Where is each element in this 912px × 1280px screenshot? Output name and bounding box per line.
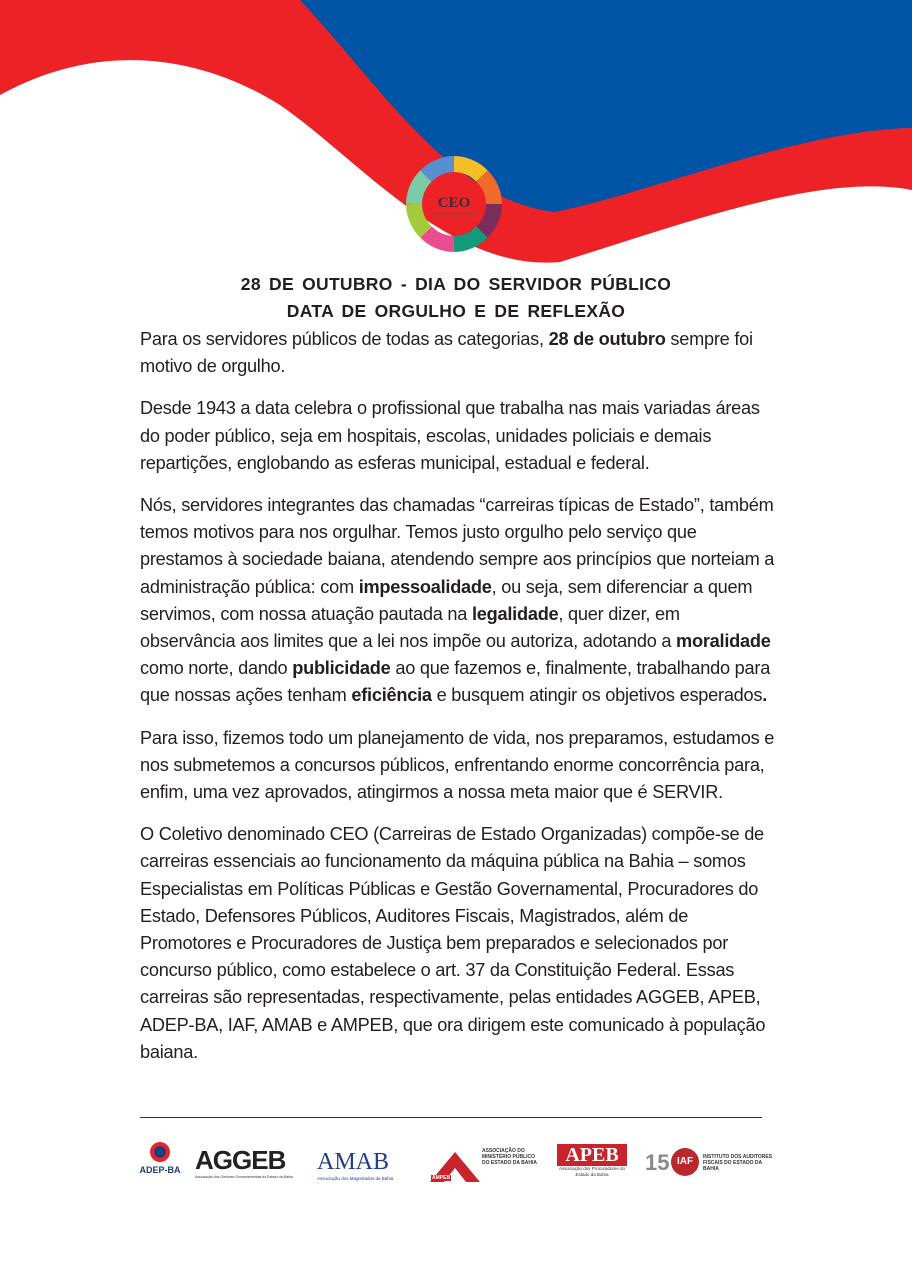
title-line-1: 28 DE OUTUBRO - DIA DO SERVIDOR PÚBLICO bbox=[240, 274, 672, 294]
paragraph bbox=[140, 326, 776, 380]
iaf-logo bbox=[645, 1140, 785, 1188]
text: sempre foi motivo de orgulho. bbox=[140, 329, 753, 377]
iaf-label: IAF bbox=[671, 1148, 699, 1176]
ampeb-subtitle: ASSOCIAÇÃO DO MINISTÉRIO PÚBLICO DO ESTADO DA BAHIA bbox=[482, 1148, 537, 1166]
adep-ba-logo bbox=[135, 1140, 185, 1188]
paragraph bbox=[140, 821, 776, 1066]
svg-text:CEO: CEO bbox=[437, 195, 471, 211]
text: ao que fazemos e, finalmente, trabalhando para que nossas ações tenham bbox=[140, 658, 771, 706]
text: Para isso, fizemos todo um planejamento de vida, nos preparamos, estudamos e nos submetemos a concursos públicos, enfrentando enorme concorrência para, enfim, uma vez aprovados, atingirmos a nossa meta maior que é SERVIR. bbox=[140, 727, 775, 803]
adep-label: ADEP-BA bbox=[139, 1165, 181, 1175]
amab-subtitle: Associação dos Magistrados da Bahia bbox=[317, 1176, 394, 1181]
aggeb-logo bbox=[195, 1140, 300, 1188]
apeb-label: APEB bbox=[557, 1144, 627, 1166]
ampeb-logo bbox=[430, 1140, 550, 1188]
paragraph bbox=[140, 492, 776, 710]
bold-text: publicidade bbox=[292, 658, 391, 679]
bold-text: eficiência bbox=[351, 685, 432, 706]
text: Para os servidores públicos de todas as categorias, bbox=[140, 329, 549, 349]
aggeb-subtitle: Associação dos Gestores Governamentais do Estado da Bahia bbox=[195, 1175, 293, 1179]
bold-text: moralidade bbox=[676, 631, 771, 652]
bold-text: 28 de outubro bbox=[548, 329, 666, 349]
bold-text: legalidade bbox=[471, 603, 559, 624]
apeb-subtitle: Associação dos Procuradores do Estado da Bahia bbox=[558, 1166, 626, 1177]
bold-text: impessoalidade bbox=[358, 576, 492, 597]
aggeb-label: AGGEB bbox=[195, 1145, 286, 1175]
footer-logos bbox=[135, 1140, 785, 1190]
text: Desde 1943 a data celebra o profissional que trabalha nas mais variadas áreas do poder público, seja em hospitais, escolas, unidades policiais e demais repartições, englobando as esferas municipal, estadual e federal. bbox=[140, 398, 760, 473]
ampeb-label: AMPEB bbox=[432, 1175, 451, 1181]
bold-text: . bbox=[762, 685, 768, 706]
body-text bbox=[140, 326, 776, 1081]
text: , quer dizer, em observância aos limites que a lei nos impõe ou autoriza, adotando a bbox=[140, 603, 680, 652]
svg-text:Carreiras de Estado Organizada: Carreiras de Estado Organizadas bbox=[431, 212, 477, 216]
ceo-logo bbox=[405, 155, 503, 253]
paragraph bbox=[140, 725, 776, 807]
text: Nós, servidores integrantes das chamadas “carreiras típicas de Estado”, também temos motivos para nos orgulhar. Temos justo orgulho pelo serviço que prestamos à sociedade baiana, atendendo sempre aos princípios que norteiam a administração pública: com bbox=[140, 495, 775, 597]
paragraph bbox=[140, 395, 776, 477]
text: , ou seja, sem diferenciar a quem servimos, com nossa atuação pautada na bbox=[140, 576, 753, 624]
divider bbox=[140, 1117, 762, 1118]
text: O Coletivo denominado CEO (Carreiras de Estado Organizadas) compõe-se de carreiras essenciais ao funcionamento da máquina pública na Bahia – somos Especialistas em Políticas Públicas e Gestão Governamental, Procuradores do Estado, Defensores Públicos, Auditores Fiscais, Magistrados, além de Promotores e Procuradores de Justiça bem preparados e selecionados por concurso público, como estabelece o art. 37 da Constituição Federal. Essas carreiras são representadas, respectivamente, pelas entidades AGGEB, APEB, ADEP-BA, IAF, AMAB e AMPEB, que ora dirigem este comunicado à população baiana. bbox=[140, 824, 766, 1062]
adep-emblem-icon bbox=[150, 1142, 170, 1162]
title-line-2: DATA DE ORGULHO E DE REFLEXÃO bbox=[286, 301, 626, 321]
apeb-logo bbox=[557, 1140, 627, 1188]
text: como norte, dando bbox=[140, 658, 293, 679]
amab-label: AMAB bbox=[317, 1149, 390, 1175]
iaf-15-years-badge: 15 bbox=[645, 1150, 670, 1175]
amab-logo bbox=[317, 1140, 412, 1188]
text: e busquem atingir os objetivos esperados bbox=[431, 685, 763, 706]
iaf-subtitle: INSTITUTO DOS AUDITORES FISCAIS DO ESTADO DA BAHIA bbox=[703, 1154, 773, 1172]
